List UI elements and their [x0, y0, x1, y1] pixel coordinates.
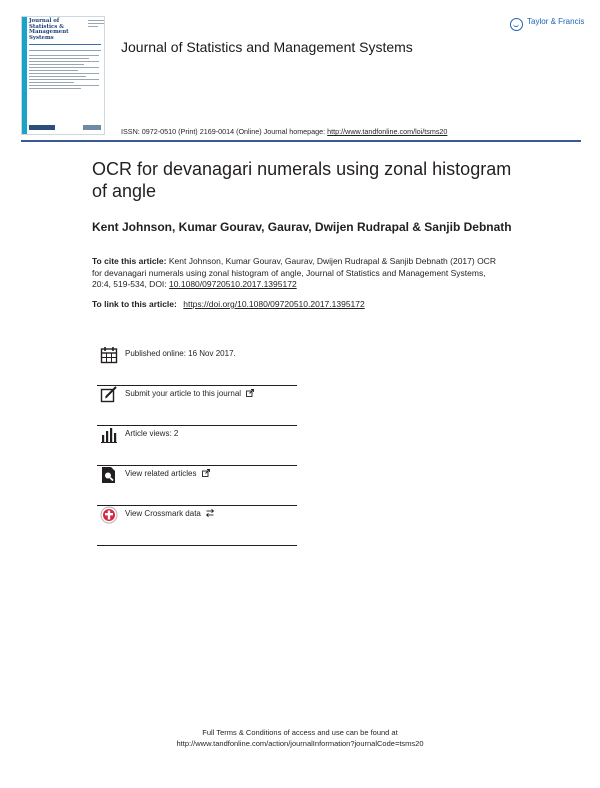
- terms-footer: [0, 727, 600, 749]
- citation-doi-link[interactable]: 10.1080/09720510.2017.1395172: [169, 279, 297, 289]
- header-divider: [21, 140, 581, 142]
- crossmark-link[interactable]: [125, 509, 214, 518]
- citation-block: [92, 256, 502, 291]
- citation-text: Kent Johnson, Kumar Gourav, Gaurav, Dwijen Rudrapal & Sanjib Debnath (2017) OCR for devanagari numerals using zonal histogram of angle, Journal of Statistics and Management Systems, 20:4, 519-534, DOI:: [92, 256, 496, 289]
- published-online-row: [97, 346, 297, 386]
- article-link-line: [92, 299, 365, 309]
- publisher-logo-name: Taylor & Francis: [527, 17, 585, 26]
- external-link-icon: [202, 469, 210, 477]
- cover-title: Journal of Statistics & Management Systems: [29, 18, 69, 41]
- citation-label: To cite this article:: [92, 256, 167, 266]
- journal-name: Journal of Statistics and Management Systems: [121, 39, 413, 55]
- issn-text: ISSN: 0972-0510 (Print) 2169-0014 (Online) Journal homepage:: [121, 127, 326, 136]
- row-divider: [97, 545, 297, 546]
- related-articles-link[interactable]: [125, 469, 210, 478]
- article-link-label: To link to this article:: [92, 299, 177, 309]
- publisher-logo: [510, 16, 590, 38]
- article-title: OCR for devanagari numerals using zonal histogram of angle: [92, 159, 512, 201]
- submit-article-text: Submit your article to this journal: [125, 389, 242, 398]
- cover-rule: [29, 44, 101, 45]
- article-authors: Kent Johnson, Kumar Gourav, Gaurav, Dwijen Rudrapal & Sanjib Debnath: [92, 220, 512, 234]
- external-link-icon: [206, 509, 214, 517]
- terms-footer-text: Full Terms & Conditions of access and use can be found at: [202, 728, 398, 737]
- issn-line: [121, 127, 447, 136]
- article-views-text: Article views: 2: [125, 429, 179, 438]
- related-articles-row[interactable]: [97, 466, 297, 506]
- cover-meta: [88, 20, 104, 29]
- cover-rule-secondary: [29, 50, 101, 51]
- crossmark-icon: [100, 506, 118, 524]
- bar-chart-icon: [100, 426, 118, 444]
- calendar-icon: [100, 346, 118, 364]
- publisher-logo-icon: [510, 18, 523, 31]
- published-online-text: Published online: 16 Nov 2017.: [125, 349, 236, 358]
- terms-footer-url[interactable]: http://www.tandfonline.com/action/journalInformation?journalCode=tsms20: [176, 739, 424, 748]
- cover-publisher-logos: [29, 125, 101, 131]
- submit-article-row[interactable]: [97, 386, 297, 426]
- related-articles-text: View related articles: [125, 469, 197, 478]
- cover-contents: [29, 55, 99, 91]
- journal-homepage-link[interactable]: http://www.tandfonline.com/loi/tsms20: [327, 127, 448, 136]
- external-link-icon: [246, 389, 254, 397]
- pencil-edit-icon: [100, 386, 118, 404]
- journal-cover-thumbnail: [21, 16, 105, 135]
- submit-article-link[interactable]: [125, 389, 254, 398]
- document-search-icon: [100, 466, 118, 484]
- crossmark-row[interactable]: [97, 506, 297, 546]
- article-views-row: [97, 426, 297, 466]
- crossmark-text: View Crossmark data: [125, 509, 201, 518]
- cover-band: [22, 17, 27, 134]
- article-doi-link[interactable]: https://doi.org/10.1080/09720510.2017.1395172: [183, 299, 365, 309]
